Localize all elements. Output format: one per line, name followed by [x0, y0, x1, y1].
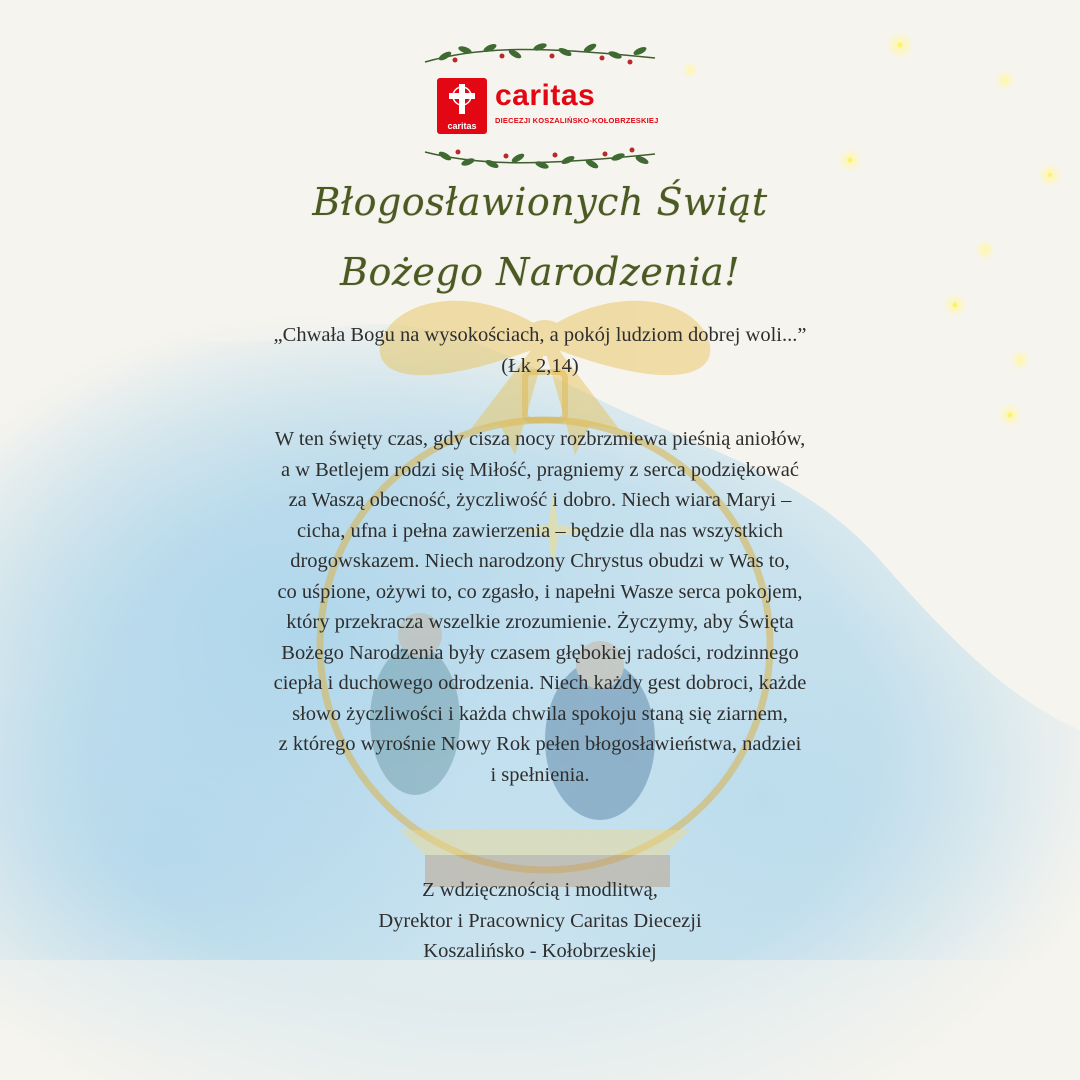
signature: [0, 875, 1080, 967]
bible-quote: [0, 320, 1080, 381]
body-line: który przekracza wszelkie zrozumienie. Życzymy, aby Święta: [286, 611, 794, 633]
holly-garland-bottom-icon: [420, 138, 660, 174]
body-line: słowo życzliwości i każda chwila spokoju staną się ziarnem,: [292, 702, 788, 725]
holly-garland-top-icon: [420, 38, 660, 74]
caritas-badge-icon: [437, 78, 487, 134]
greeting-title-line2: Bożego Narodzenia!: [340, 250, 740, 294]
body-line: z którego wyrośnie Nowy Rok pełen błogosławieństwa, nadziei: [278, 733, 802, 755]
body-line: cicha, ufna i pełna zawierzenia – będzie dla nas wszystkich: [296, 519, 784, 542]
signature-line: Z wdzięcznością i modlitwą,: [422, 879, 658, 901]
logo-subtitle: DIECEZJI KOSZALIŃSKO-KOŁOBRZESKIEJ: [495, 116, 659, 125]
signature-line: Koszalińsko - Kołobrzeskiej: [423, 940, 657, 962]
body-line: co uśpione, ożywi to, co zgasło, i napełni Wasze serca pokojem,: [277, 580, 803, 603]
body-line: W ten święty czas, gdy cisza nocy rozbrzmiewa pieśnią aniołów,: [274, 428, 806, 450]
body-line: a w Betlejem rodzi się Miłość, pragniemy z serca podziękować: [280, 458, 799, 481]
quote-reference: (Łk 2,14): [501, 354, 579, 377]
body-line: drogowskazem. Niech narodzony Chrystus obudzi w Was to,: [290, 550, 790, 572]
body-line: Bożego Narodzenia były czasem głębokiej radości, rodzinnego: [281, 641, 799, 664]
body-line: ciepła i duchowego odrodzenia. Niech każdy gest dobroci, każde: [273, 672, 807, 694]
body-line: za Waszą obecność, życzliwość i dobro. Niech wiara Maryi –: [288, 489, 792, 511]
logo-name: caritas: [495, 79, 596, 112]
caritas-logo: [437, 78, 657, 136]
wishes-body: [0, 424, 1080, 790]
body-line: i spełnienia.: [490, 763, 590, 786]
quote-line: „Chwała Bogu na wysokościach, a pokój ludziom dobrej woli...”: [273, 324, 807, 346]
signature-line: Dyrektor i Pracownicy Caritas Diecezji: [378, 909, 702, 932]
greeting-title-line1: Błogosławionych Świąt: [312, 180, 768, 224]
logo-badge-text: caritas: [447, 121, 477, 131]
